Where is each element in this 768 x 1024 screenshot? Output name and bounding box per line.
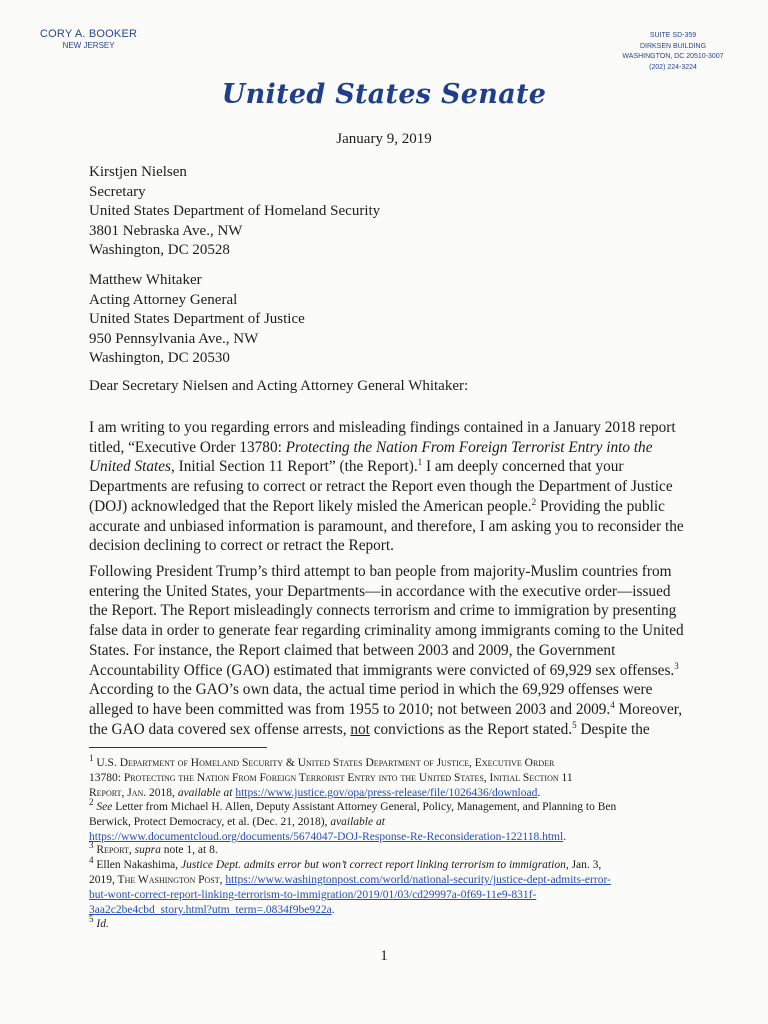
text-run: Berwick, Protect Democracy, et al. (Dec. 21, 2018), — [89, 816, 331, 828]
text-run: (DOJ) acknowledged that the Report likely misled the American people. — [89, 497, 532, 515]
text-run: . — [563, 831, 567, 843]
recipient-address-2 — [89, 271, 305, 369]
text-line: According to the GAO’s own data, the actual time period in which the 69,929 offenses were — [89, 681, 653, 699]
text-run: titled, “Executive Order 13780: — [89, 438, 286, 456]
footnote-number: 4 — [89, 855, 94, 866]
senator-state: NEW JERSEY — [62, 41, 115, 50]
senator-block — [40, 28, 137, 52]
page-number: 1 — [380, 948, 388, 964]
text-line — [89, 855, 677, 873]
text-line — [89, 699, 683, 720]
footnote-ref: 4 — [610, 699, 615, 710]
text-run: Moreover, — [614, 700, 683, 718]
letter-date: January 9, 2019 — [336, 131, 432, 147]
salutation: Dear Secretary Nielsen and Acting Attorney General Whitaker: — [89, 378, 469, 394]
text-run: , Jan. 3, — [565, 859, 602, 871]
text-line — [89, 753, 677, 771]
footnote-number: 5 — [89, 914, 94, 925]
text-run: , Initial Section 11 Report” (the Report). — [171, 458, 418, 476]
recipient-city: Washington, DC 20528 — [89, 242, 230, 258]
office-address — [618, 31, 728, 73]
text-run: convictions as the Report stated. — [369, 720, 573, 738]
recipient-name: Matthew Whitaker — [89, 272, 202, 288]
text-run: note 1, at 8. — [160, 844, 218, 856]
letterhead-title: United States Senate — [221, 79, 547, 110]
recipient-city: Washington, DC 20530 — [89, 350, 230, 366]
text-run: available at — [330, 816, 385, 828]
italic-title: United States — [89, 458, 171, 476]
recipient-title: Secretary — [89, 183, 146, 200]
recipient-org: United States Department of Homeland Security — [89, 203, 381, 219]
office-suite: SUITE SD-359 — [649, 32, 697, 39]
text-line: 13780: Protecting the Nation From Foreign Terrorist Entry into the United States, Initial Section 11 — [89, 772, 573, 784]
text-run: . — [331, 904, 335, 916]
text-line — [89, 888, 677, 903]
recipient-org: United States Department of Justice — [89, 311, 305, 327]
text-run: Accountability Office (GAO) estimated that immigrants were convicted of 69,929 sex offenses. — [89, 661, 675, 679]
body-paragraph-2 — [89, 562, 684, 739]
footnote-5 — [89, 914, 677, 932]
office-building: DIRKSEN BUILDING — [639, 42, 707, 50]
recipient-street: 3801 Nebraska Ave., NW — [89, 222, 243, 239]
text-line — [89, 720, 677, 740]
text-line — [89, 840, 677, 858]
text-run: I am deeply concerned that your — [422, 458, 624, 476]
text-line: Departments are refusing to correct or retract the Report even though the Department of Justice — [89, 478, 673, 496]
text-run: . — [537, 787, 541, 799]
text-run: 2019, The Washington Post, — [89, 874, 226, 886]
text-run: U.S. Department of Homeland Security & United States Department of Justice, Executive Order — [96, 757, 555, 769]
text-line — [89, 438, 677, 458]
text-line — [89, 497, 677, 517]
text-line — [89, 815, 677, 830]
text-run: Ellen Nakashima, — [96, 859, 182, 871]
office-phone: (202) 224-3224 — [649, 63, 697, 71]
senator-name: CORY A. BOOKER — [40, 28, 138, 40]
footnote-link[interactable]: but-wont-correct-report-linking-terrorism-to-immigration/2019/01/03/cd29997a-0f69-11e9-831f- — [89, 889, 537, 901]
text-line: the Report. The Report misleadingly connects terrorism and crime to immigration by presenting — [89, 602, 677, 620]
footnote-4 — [89, 855, 677, 918]
text-line: I am writing to you regarding errors and misleading findings contained in a January 2018 report — [89, 419, 676, 436]
text-run: supra — [134, 844, 161, 856]
text-line — [89, 457, 677, 477]
text-run: available at — [177, 787, 233, 799]
office-city: WASHINGTON, DC 20510-3007 — [622, 53, 724, 60]
footnote-ref: 3 — [674, 660, 679, 671]
text-line: false data in order to generate fear regarding criminality among immigrants coming to the United — [89, 622, 684, 640]
text-line: decision declining to correct or retract the Report. — [89, 537, 394, 555]
text-run: alleged to have been committed was from 1955 to 2010; not between 2003 and 2009. — [89, 700, 611, 718]
text-run: Letter from Michael H. Allen, Deputy Assistant Attorney General, Policy, Management, and Planning to Ben — [112, 801, 617, 813]
text-run: Justice Dept. admits error but won’t correct report linking terrorism to immigration — [181, 859, 566, 871]
footnote-number: 3 — [89, 840, 94, 851]
footnote-link[interactable]: https://www.justice.gov/opa/press-release/file/1026436/download — [235, 787, 538, 799]
footnote-link[interactable]: 3aa2c2be4cbd_story.html?utm_term=.0834f9be922a — [89, 904, 332, 916]
text-run: Report, Jan. 2018, — [89, 787, 178, 799]
recipient-title: Acting Attorney General — [89, 291, 238, 308]
text-line — [89, 873, 677, 888]
underlined-word: not — [350, 720, 370, 738]
footnote-number: 2 — [89, 797, 94, 808]
italic-title: Protecting the Nation From Foreign Terrorist Entry into the — [285, 438, 653, 456]
text-line: Following President Trump’s third attempt to ban people from majority-Muslim countries from — [89, 563, 672, 580]
text-line: accurate and unbiased information is paramount, and therefore, I am asking you to reconsider the — [89, 517, 684, 535]
text-line — [89, 661, 677, 681]
footnote-number: 1 — [89, 753, 94, 764]
text-line — [89, 786, 677, 801]
text-line: States. For instance, the Report claimed that between 2003 and 2009, the Government — [89, 641, 616, 659]
footnote-1 — [89, 753, 677, 801]
footnote-link[interactable]: https://www.documentcloud.org/documents/5674047-DOJ-Response-Re-Reconsideration-122118.html — [89, 831, 564, 843]
text-line — [89, 797, 677, 815]
text-run: Providing the public — [536, 497, 665, 515]
recipient-street: 950 Pennsylvania Ave., NW — [89, 330, 259, 347]
text-run: See — [96, 801, 113, 813]
footnote-separator — [89, 747, 267, 748]
text-run: the GAO data covered sex offense arrests, — [89, 720, 351, 738]
text-run: Id. — [96, 918, 109, 930]
text-run: Despite the — [576, 720, 650, 738]
footnote-link[interactable]: https://www.washingtonpost.com/world/national-security/justice-dept-admits-error- — [225, 874, 611, 886]
body-paragraph-1 — [89, 418, 684, 556]
text-line — [89, 914, 677, 932]
text-line: entering the United States, your Departments—in accordance with the executive order—issued — [89, 582, 671, 600]
recipient-address-1 — [89, 163, 380, 261]
text-line — [89, 903, 677, 918]
text-run: Report, — [96, 844, 135, 856]
footnote-2 — [89, 797, 677, 845]
footnote-3 — [89, 840, 677, 858]
footnote-ref: 2 — [531, 496, 537, 507]
footnote-ref: 5 — [572, 719, 577, 730]
recipient-name: Kirstjen Nielsen — [89, 164, 187, 180]
footnote-ref: 1 — [417, 457, 423, 468]
